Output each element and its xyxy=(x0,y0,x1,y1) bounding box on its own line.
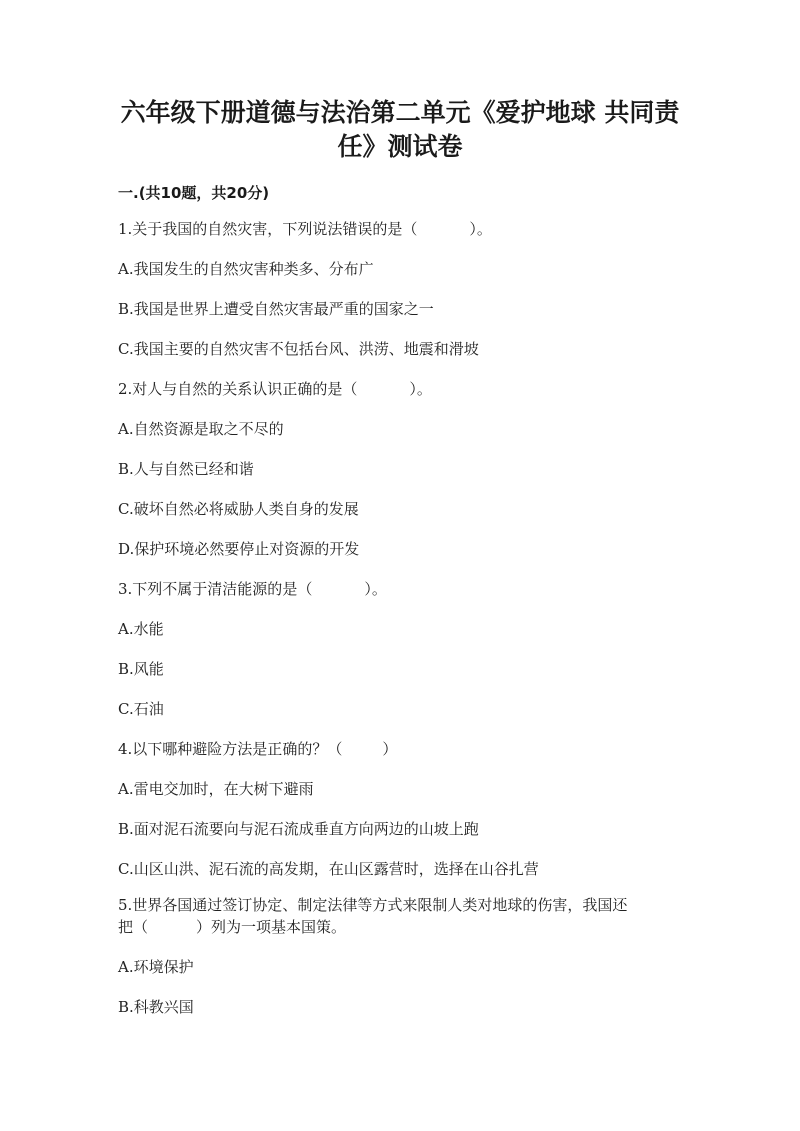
question-2-stem-text: 2.对人与自然的关系认识正确的是（ xyxy=(118,380,358,398)
question-3-option-b: B.风能 xyxy=(118,660,164,678)
question-5-stem-line-1: 5.世界各国通过签订协定、制定法律等方式来限制人类对地球的伤害，我国还 xyxy=(118,896,628,914)
question-5-option-a: A.环境保护 xyxy=(118,958,194,976)
question-5-stem-line-2 xyxy=(118,916,678,938)
question-4-stem-end: ） xyxy=(382,740,398,758)
question-4-stem-text: 4.以下哪种避险方法是正确的？（ xyxy=(118,740,343,758)
question-3-stem-end: ）。 xyxy=(364,580,387,598)
question-1-option-b: B.我国是世界上遭受自然灾害最严重的国家之一 xyxy=(118,300,434,318)
question-3-option-a: A.水能 xyxy=(118,620,164,638)
question-1-option-a: A.我国发生的自然灾害种类多、分布广 xyxy=(118,260,374,278)
question-1-stem-end: ）。 xyxy=(469,220,492,238)
question-1-stem xyxy=(118,218,678,240)
question-4-stem xyxy=(118,738,678,760)
section-heading: 一.(共10题，共20分) xyxy=(118,184,270,202)
question-2-stem-end: ）。 xyxy=(409,380,432,398)
question-1-option-c: C.我国主要的自然灾害不包括台风、洪涝、地震和滑坡 xyxy=(118,340,479,358)
question-5-stem-text: 把（ xyxy=(118,918,149,936)
question-3-stem-text: 3.下列不属于清洁能源的是（ xyxy=(118,580,313,598)
question-2-option-d: D.保护环境必然要停止对资源的开发 xyxy=(118,540,360,558)
question-4-option-b: B.面对泥石流要向与泥石流成垂直方向两边的山坡上跑 xyxy=(118,820,479,838)
question-2-stem xyxy=(118,378,678,400)
question-5-option-b: B.科教兴国 xyxy=(118,998,194,1016)
exam-title: 六年级下册道德与法治第二单元《爱护地球 共同责任》测试卷 xyxy=(120,98,680,161)
question-4-option-a: A.雷电交加时，在大树下避雨 xyxy=(118,780,314,798)
question-4-option-c: C.山区山洪、泥石流的高发期，在山区露营时，选择在山谷扎营 xyxy=(118,860,539,878)
question-3-option-c: C.石油 xyxy=(118,700,164,718)
question-2-option-c: C.破坏自然必将威胁人类自身的发展 xyxy=(118,500,359,518)
question-1-stem-text: 1.关于我国的自然灾害，下列说法错误的是（ xyxy=(118,220,418,238)
question-2-option-a: A.自然资源是取之不尽的 xyxy=(118,420,284,438)
question-2-option-b: B.人与自然已经和谐 xyxy=(118,460,254,478)
question-5-stem-end: ）列为一项基本国策。 xyxy=(196,918,347,936)
question-3-stem xyxy=(118,578,678,600)
